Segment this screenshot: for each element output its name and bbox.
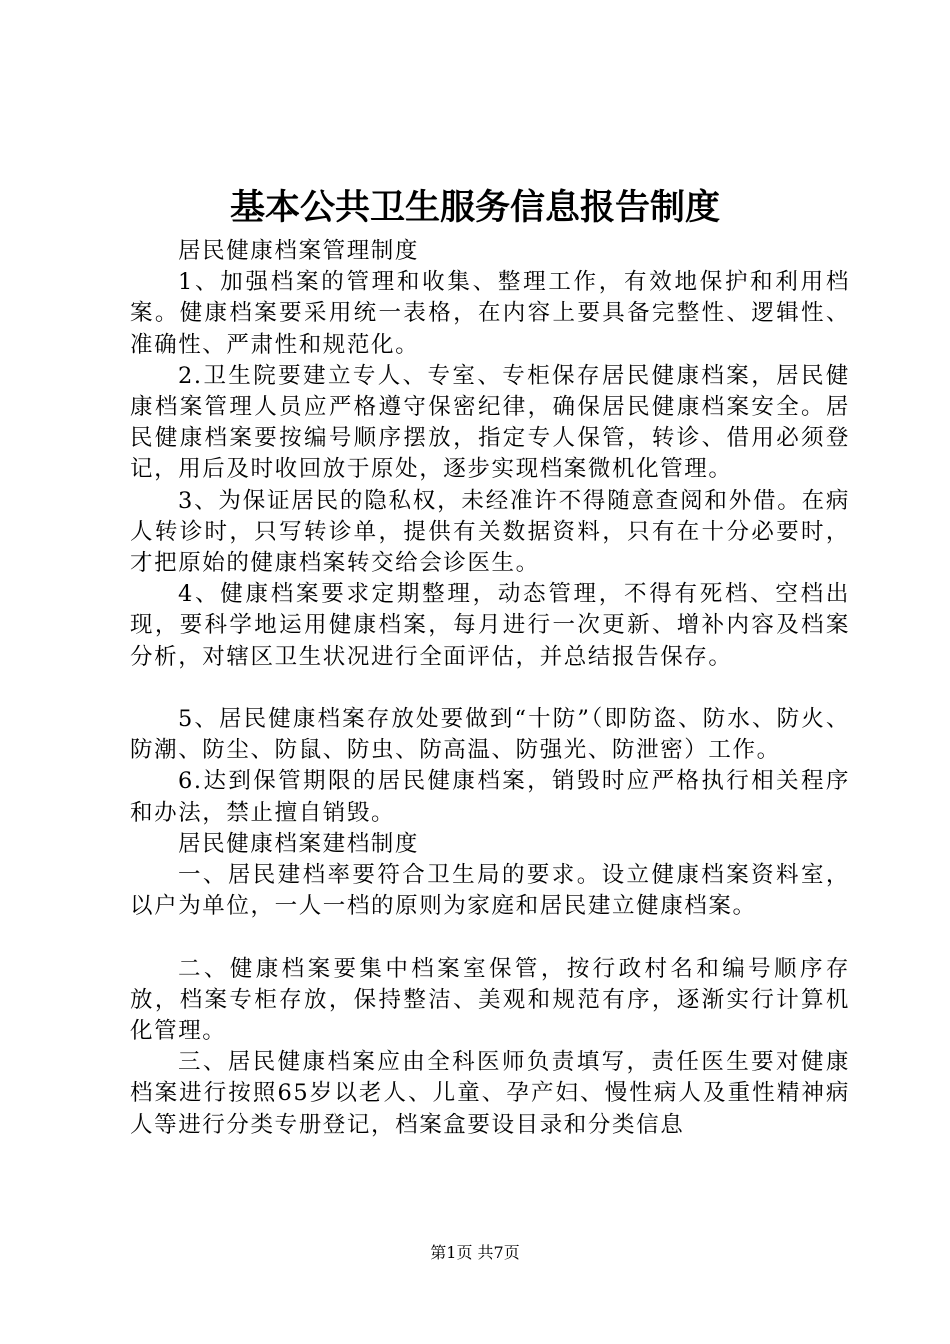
paragraph-item-4: 4、健康档案要求定期整理，动态管理，不得有死档、空档出现，要科学地运用健康档案，每月进行一次更新、增补内容及档案分析，对辖区卫生状况进行全面评估，并总结报告保存。 bbox=[130, 581, 850, 670]
paragraph-item-2: 2.卫生院要建立专人、专室、专柜保存居民健康档案，居民健康档案管理人员应严格遵守保密纪律，确保居民健康档案安全。居民健康档案要按编号顺序摆放，指定专人保管，转诊、借用必须登记，用后及时收回放于原处，逐步实现档案微机化管理。 bbox=[130, 362, 850, 483]
paragraph-rule-1: 一、居民建档率要符合卫生局的要求。设立健康档案资料室，以户为单位，一人一档的原则为家庭和居民建立健康档案。 bbox=[130, 862, 850, 920]
paragraph-item-6: 6.达到保管期限的居民健康档案，销毁时应严格执行相关程序和办法，禁止擅自销毁。 bbox=[130, 768, 850, 826]
paragraph-rule-3: 三、居民健康档案应由全科医师负责填写，责任医生要对健康档案进行按照65岁以老人、儿童、孕产妇、慢性病人及重性精神病人等进行分类专册登记，档案盒要设目录和分类信息 bbox=[130, 1049, 850, 1138]
document-title: 基本公共卫生服务信息报告制度 bbox=[229, 187, 720, 228]
section-heading-archive-management: 居民健康档案管理制度 bbox=[178, 238, 420, 264]
paragraph-item-3: 3、为保证居民的隐私权，未经准许不得随意查阅和外借。在病人转诊时，只写转诊单，提供有关数据资料，只有在十分必要时，才把原始的健康档案转交给会诊医生。 bbox=[130, 487, 850, 577]
document-body bbox=[130, 236, 850, 1141]
paragraph-item-5: 5、居民健康档案存放处要做到“十防”（即防盗、防水、防火、防潮、防尘、防鼠、防虫、防高温、防强光、防泄密）工作。 bbox=[130, 706, 850, 764]
page-footer: 第1页 共7页 bbox=[430, 1243, 520, 1262]
section-heading-archive-establishment: 居民健康档案建档制度 bbox=[178, 830, 420, 857]
paragraph-rule-2: 二、健康档案要集中档案室保管，按行政村名和编号顺序存放，档案专柜存放，保持整洁、美观和规范有序，逐渐实行计算机化管理。 bbox=[130, 955, 850, 1045]
paragraph-item-1: 1、加强档案的管理和收集、整理工作，有效地保护和利用档案。健康档案要采用统一表格，在内容上要具备完整性、逻辑性、准确性、严肃性和规范化。 bbox=[130, 269, 850, 358]
